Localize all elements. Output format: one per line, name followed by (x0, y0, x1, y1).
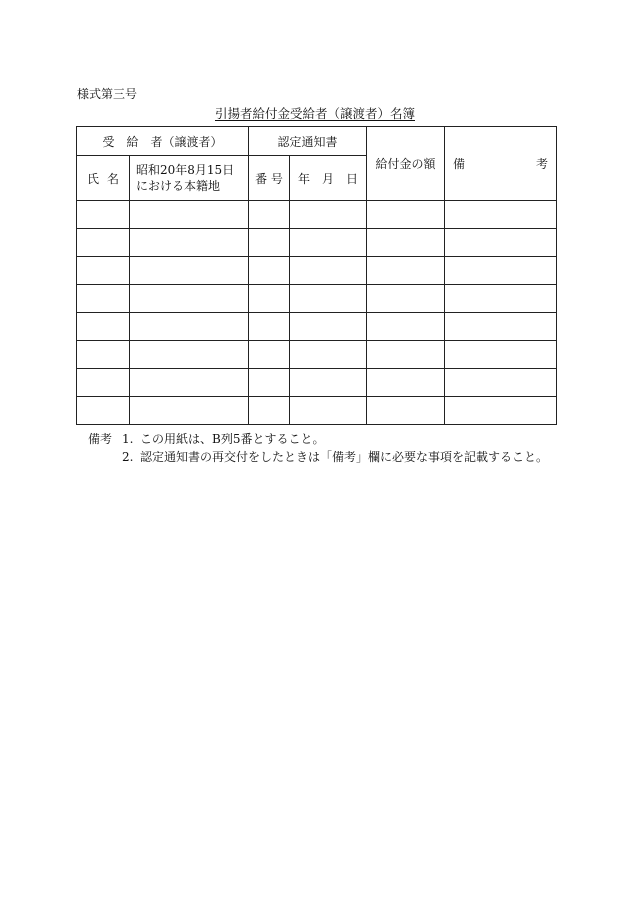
name-header: 氏 名 (77, 156, 130, 201)
table-cell (445, 341, 557, 369)
table-cell (249, 313, 290, 341)
table-cell (290, 369, 367, 397)
table-cell (249, 369, 290, 397)
table-cell (445, 201, 557, 229)
table-cell (77, 369, 130, 397)
table-cell (290, 341, 367, 369)
table-cell (290, 313, 367, 341)
table-cell (367, 229, 445, 257)
table-cell (290, 201, 367, 229)
number-header: 番 号 (249, 156, 290, 201)
table-cell (367, 369, 445, 397)
table-cell (77, 285, 130, 313)
table-cell (367, 313, 445, 341)
note-item (88, 430, 548, 448)
table-cell (249, 397, 290, 425)
table-cell (77, 201, 130, 229)
recipient-header: 受 給 者（譲渡者） (77, 127, 249, 156)
table-cell (130, 201, 249, 229)
note-text: 認定通知書の再交付をしたときは「備考」欄に必要な事項を記載すること。 (140, 450, 549, 464)
table-row (77, 285, 557, 313)
remarks-header: 備 考 (445, 127, 557, 201)
note-number: 1. (122, 432, 134, 446)
table-cell (77, 229, 130, 257)
document-title: 引揚者給付金受給者（譲渡者）名簿 (214, 106, 415, 121)
table-cell (130, 397, 249, 425)
table-cell (249, 285, 290, 313)
table-row (77, 369, 557, 397)
date-header: 年 月 日 (290, 156, 367, 201)
table-cell (249, 229, 290, 257)
table-cell (445, 397, 557, 425)
domicile-header: 昭和20年8月15日における本籍地 (130, 156, 249, 201)
table-row (77, 341, 557, 369)
note-number: 2. (122, 450, 134, 464)
table-cell (367, 201, 445, 229)
table-cell (290, 257, 367, 285)
table-cell (249, 201, 290, 229)
table-cell (130, 229, 249, 257)
table-row (77, 229, 557, 257)
notes-label: 備考 (88, 432, 113, 446)
note-item (88, 448, 548, 466)
table-cell (77, 397, 130, 425)
table-cell (445, 229, 557, 257)
table-cell (77, 313, 130, 341)
table-cell (130, 257, 249, 285)
table-cell (367, 341, 445, 369)
table-row (77, 257, 557, 285)
table-cell (445, 369, 557, 397)
form-number-label: 様式第三号 (77, 87, 138, 101)
table-cell (130, 341, 249, 369)
table-cell (130, 313, 249, 341)
table-cell (77, 257, 130, 285)
table-cell (290, 285, 367, 313)
recipient-register-table (76, 126, 557, 425)
table-cell (445, 313, 557, 341)
table-cell (290, 397, 367, 425)
table-row (77, 397, 557, 425)
table-cell (77, 341, 130, 369)
certificate-header: 認定通知書 (249, 127, 367, 156)
table-cell (130, 285, 249, 313)
table-header-row-1 (77, 127, 557, 156)
table-cell (249, 257, 290, 285)
table-cell (130, 369, 249, 397)
table-cell (445, 285, 557, 313)
table-cell (290, 229, 367, 257)
table-cell (445, 257, 557, 285)
table-cell (367, 285, 445, 313)
table-row (77, 201, 557, 229)
amount-header: 給付金の額 (367, 127, 445, 201)
note-text: この用紙は、B列5番とすること。 (140, 432, 325, 446)
table-cell (367, 257, 445, 285)
table-cell (367, 397, 445, 425)
table-row (77, 313, 557, 341)
table-cell (249, 341, 290, 369)
notes-section (88, 430, 548, 466)
